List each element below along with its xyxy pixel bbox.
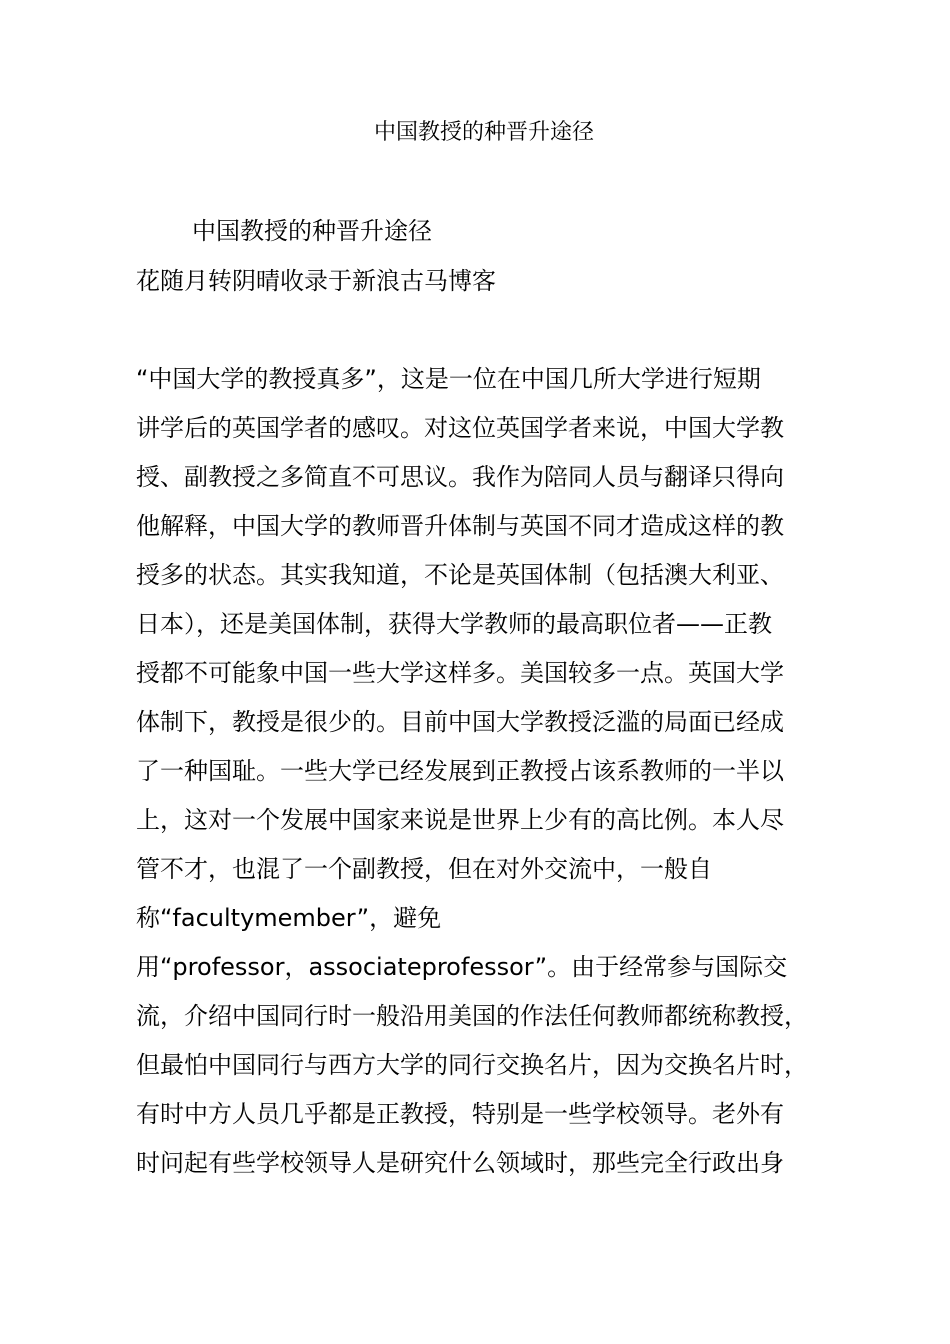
body-line: 有时中方人员几乎都是正教授，特别是一些学校领导。老外有 [136,1100,784,1128]
body-line: 日本），还是美国体制，获得大学教师的最高职位者——正教 [136,610,772,638]
article-body [136,358,856,1191]
body-line: 讲学后的英国学者的感叹。对这位英国学者来说，中国大学教 [136,414,784,442]
body-line: 授多的状态。其实我知道，不论是英国体制（包括澳大利亚、 [136,561,784,589]
article-subtitle: 中国教授的种晋升途径 [192,217,432,245]
body-line: 上，这对一个发展中国家来说是世界上少有的高比例。本人尽 [136,806,784,834]
body-line: 时问起有些学校领导人是研究什么领域时，那些完全行政出身 [136,1149,784,1177]
body-line: 他解释，中国大学的教师晋升体制与英国不同才造成这样的教 [136,512,784,540]
body-line: 流，介绍中国同行时一般沿用美国的作法任何教师都统称教授， [136,1002,808,1030]
body-line: 但最怕中国同行与西方大学的同行交换名片，因为交换名片时， [136,1051,808,1079]
document-title: 中国教授的种晋升途径 [373,120,594,145]
body-line: 体制下，教授是很少的。目前中国大学教授泛滥的局面已经成 [136,708,784,736]
body-line: 授、副教授之多简直不可思议。我作为陪同人员与翻译只得向 [136,463,784,491]
body-line: 用“professor，associateprofessor”。由于经常参与国际交 [136,953,788,981]
body-line: 授都不可能象中国一些大学这样多。美国较多一点。英国大学 [136,659,784,687]
body-line: 了一种国耻。一些大学已经发展到正教授占该系教师的一半以 [136,757,784,785]
body-line: 称“facultymember”，避免 [136,904,442,932]
body-line: 管不才，也混了一个副教授，但在对外交流中，一般自 [136,855,712,883]
article-attribution: 花随月转阴晴收录于新浪古马博客 [136,267,496,295]
body-line: “中国大学的教授真多”，这是一位在中国几所大学进行短期 [136,365,761,393]
